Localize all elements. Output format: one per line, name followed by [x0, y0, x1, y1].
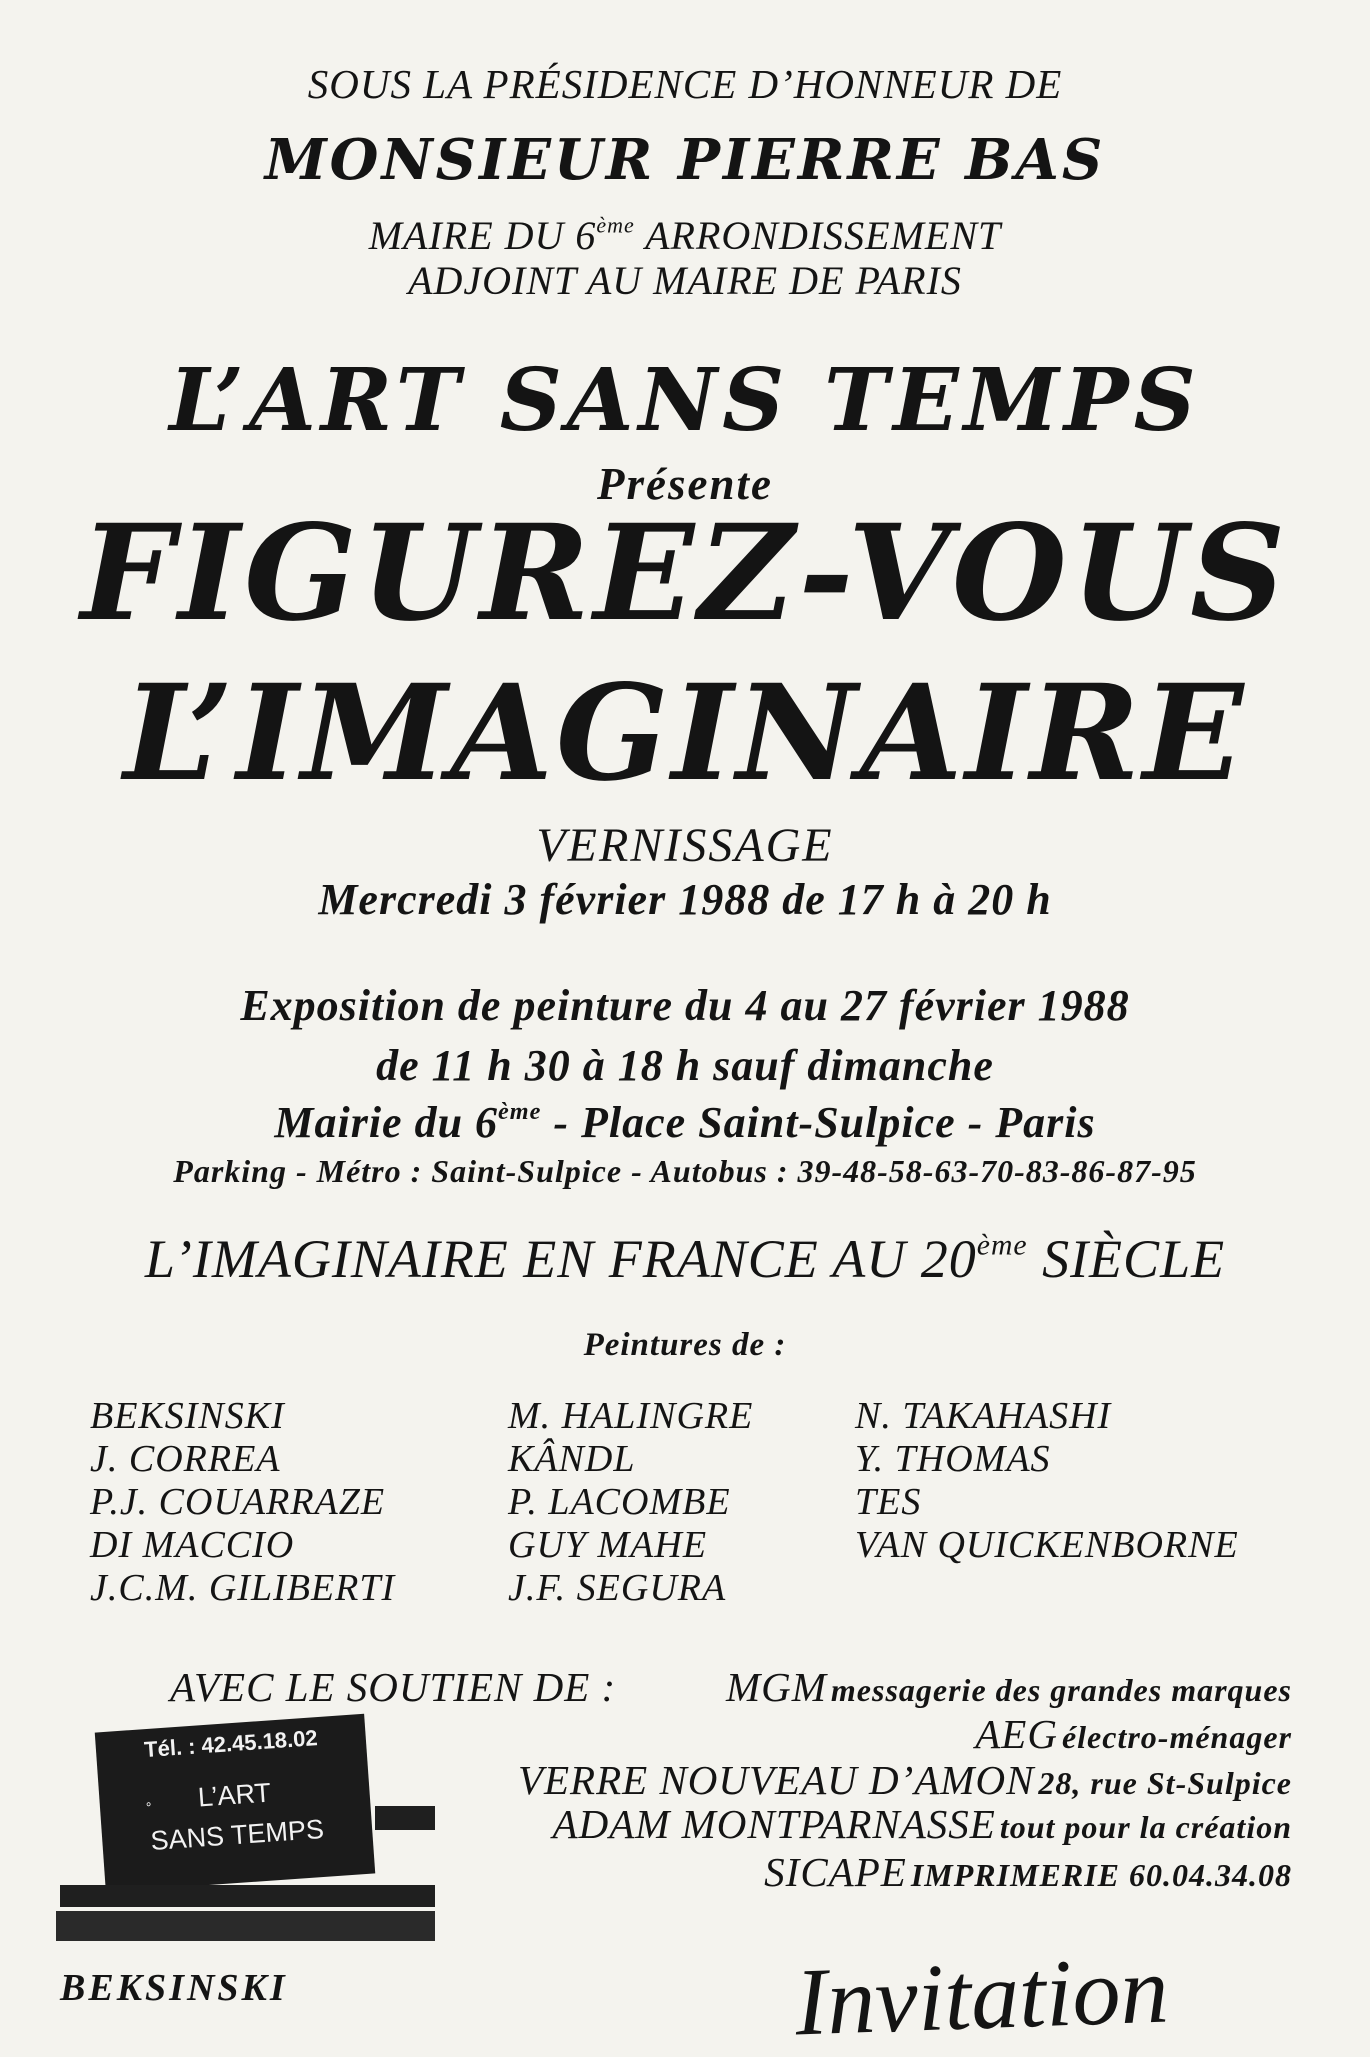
vernissage-date: Mercredi 3 février 1988 de 17 h à 20 h: [318, 875, 1052, 924]
gallery-stamp: [95, 1714, 376, 1892]
painters-column-1: [90, 1395, 395, 1610]
sponsor-line-mgm: [170, 1663, 1292, 1711]
stamp-phone: Tél. : 42.45.18.02: [143, 1725, 319, 1763]
sponsor-desc: électro-ménager: [1061, 1719, 1292, 1755]
sponsor-name: VERRE NOUVEAU D’AMON: [517, 1757, 1035, 1803]
invitation-script: Invitation: [793, 1935, 1171, 2056]
painter-name: N. TAKAHASHI: [855, 1395, 1112, 1437]
transport-info: Parking - Métro : Saint-Sulpice - Autobus : 39-48-58-63-70-83-86-87-95: [173, 1153, 1197, 1189]
sponsors-label: AVEC LE SOUTIEN DE :: [170, 1664, 617, 1710]
stamp-name-line-2: SANS TEMPS: [149, 1813, 325, 1856]
exhibition-hours: de 11 h 30 à 18 h sauf dimanche: [376, 1041, 994, 1090]
painter-name: P. LACOMBE: [508, 1481, 731, 1523]
organizer-name: L’ART SANS TEMPS: [169, 350, 1201, 451]
exhibition-dates: Exposition de peinture du 4 au 27 février 1988: [240, 981, 1130, 1030]
painter-name: VAN QUICKENBORNE: [855, 1524, 1239, 1566]
mayor-role-line: MAIRE DU 6ème ARRONDISSEMENT: [368, 212, 1002, 258]
sponsor-line-sicape: [764, 1848, 1292, 1896]
sponsor-line-aeg: [975, 1710, 1292, 1758]
presente-text: Présente: [597, 459, 773, 509]
painter-name: J.C.M. GILIBERTI: [90, 1567, 396, 1609]
stamp-base-bar: [56, 1911, 435, 1941]
painter-name: M. HALINGRE: [508, 1395, 754, 1437]
painter-name: J. CORREA: [90, 1438, 281, 1480]
deputy-role-line: ADJOINT AU MAIRE DE PARIS: [408, 258, 962, 303]
exhibition-place: Mairie du 6ème - Place Saint-Sulpice - Paris: [274, 1097, 1096, 1147]
painter-name: DI MACCIO: [90, 1524, 295, 1566]
sponsor-name: SICAPE: [764, 1849, 907, 1895]
featured-artist-caption: BEKSINSKI: [60, 1967, 288, 2009]
painter-name: P.J. COUARRAZE: [90, 1481, 386, 1523]
sponsor-name: MGM: [725, 1664, 827, 1710]
vernissage-label: VERNISSAGE: [536, 819, 834, 872]
stamp-dot: °: [145, 1798, 153, 1816]
sponsor-desc: tout pour la création: [999, 1809, 1292, 1845]
sponsor-name: ADAM MONTPARNASSE: [552, 1801, 996, 1847]
sponsor-desc: 28, rue St-Sulpice: [1038, 1765, 1292, 1801]
honorary-president-name: MONSIEUR PIERRE BAS: [264, 127, 1106, 193]
painter-name: Y. THOMAS: [855, 1438, 1051, 1480]
stamp-base-bar: [60, 1885, 435, 1907]
title-line-1: FIGUREZ-VOUS: [80, 496, 1290, 651]
sponsor-line-adam: [553, 1800, 1292, 1848]
painters-label: Peintures de :: [583, 1327, 787, 1363]
sponsor-desc: messagerie des grandes marques: [830, 1672, 1292, 1708]
presidence-line: SOUS LA PRÉSIDENCE D’HONNEUR DE: [307, 61, 1063, 107]
title-line-2: L’IMAGINAIRE: [123, 656, 1247, 811]
sponsor-line-verre: [518, 1756, 1292, 1804]
painter-name: KÂNDL: [508, 1438, 636, 1480]
sponsor-name: AEG: [975, 1711, 1058, 1757]
painter-name: GUY MAHE: [508, 1524, 708, 1566]
painters-column-3: [855, 1395, 1239, 1567]
painter-name: TES: [855, 1481, 922, 1523]
painter-name: J.F. SEGURA: [508, 1567, 727, 1609]
painters-column-2: [508, 1395, 753, 1610]
sponsor-desc: IMPRIMERIE 60.04.34.08: [910, 1857, 1292, 1893]
theme-line: L’IMAGINAIRE EN FRANCE AU 20ème SIÈCLE: [144, 1229, 1226, 1289]
stamp-name-line-1: L’ART: [196, 1777, 272, 1813]
stamp-shadow-bar: [375, 1806, 435, 1830]
painter-name: BEKSINSKI: [90, 1395, 285, 1437]
